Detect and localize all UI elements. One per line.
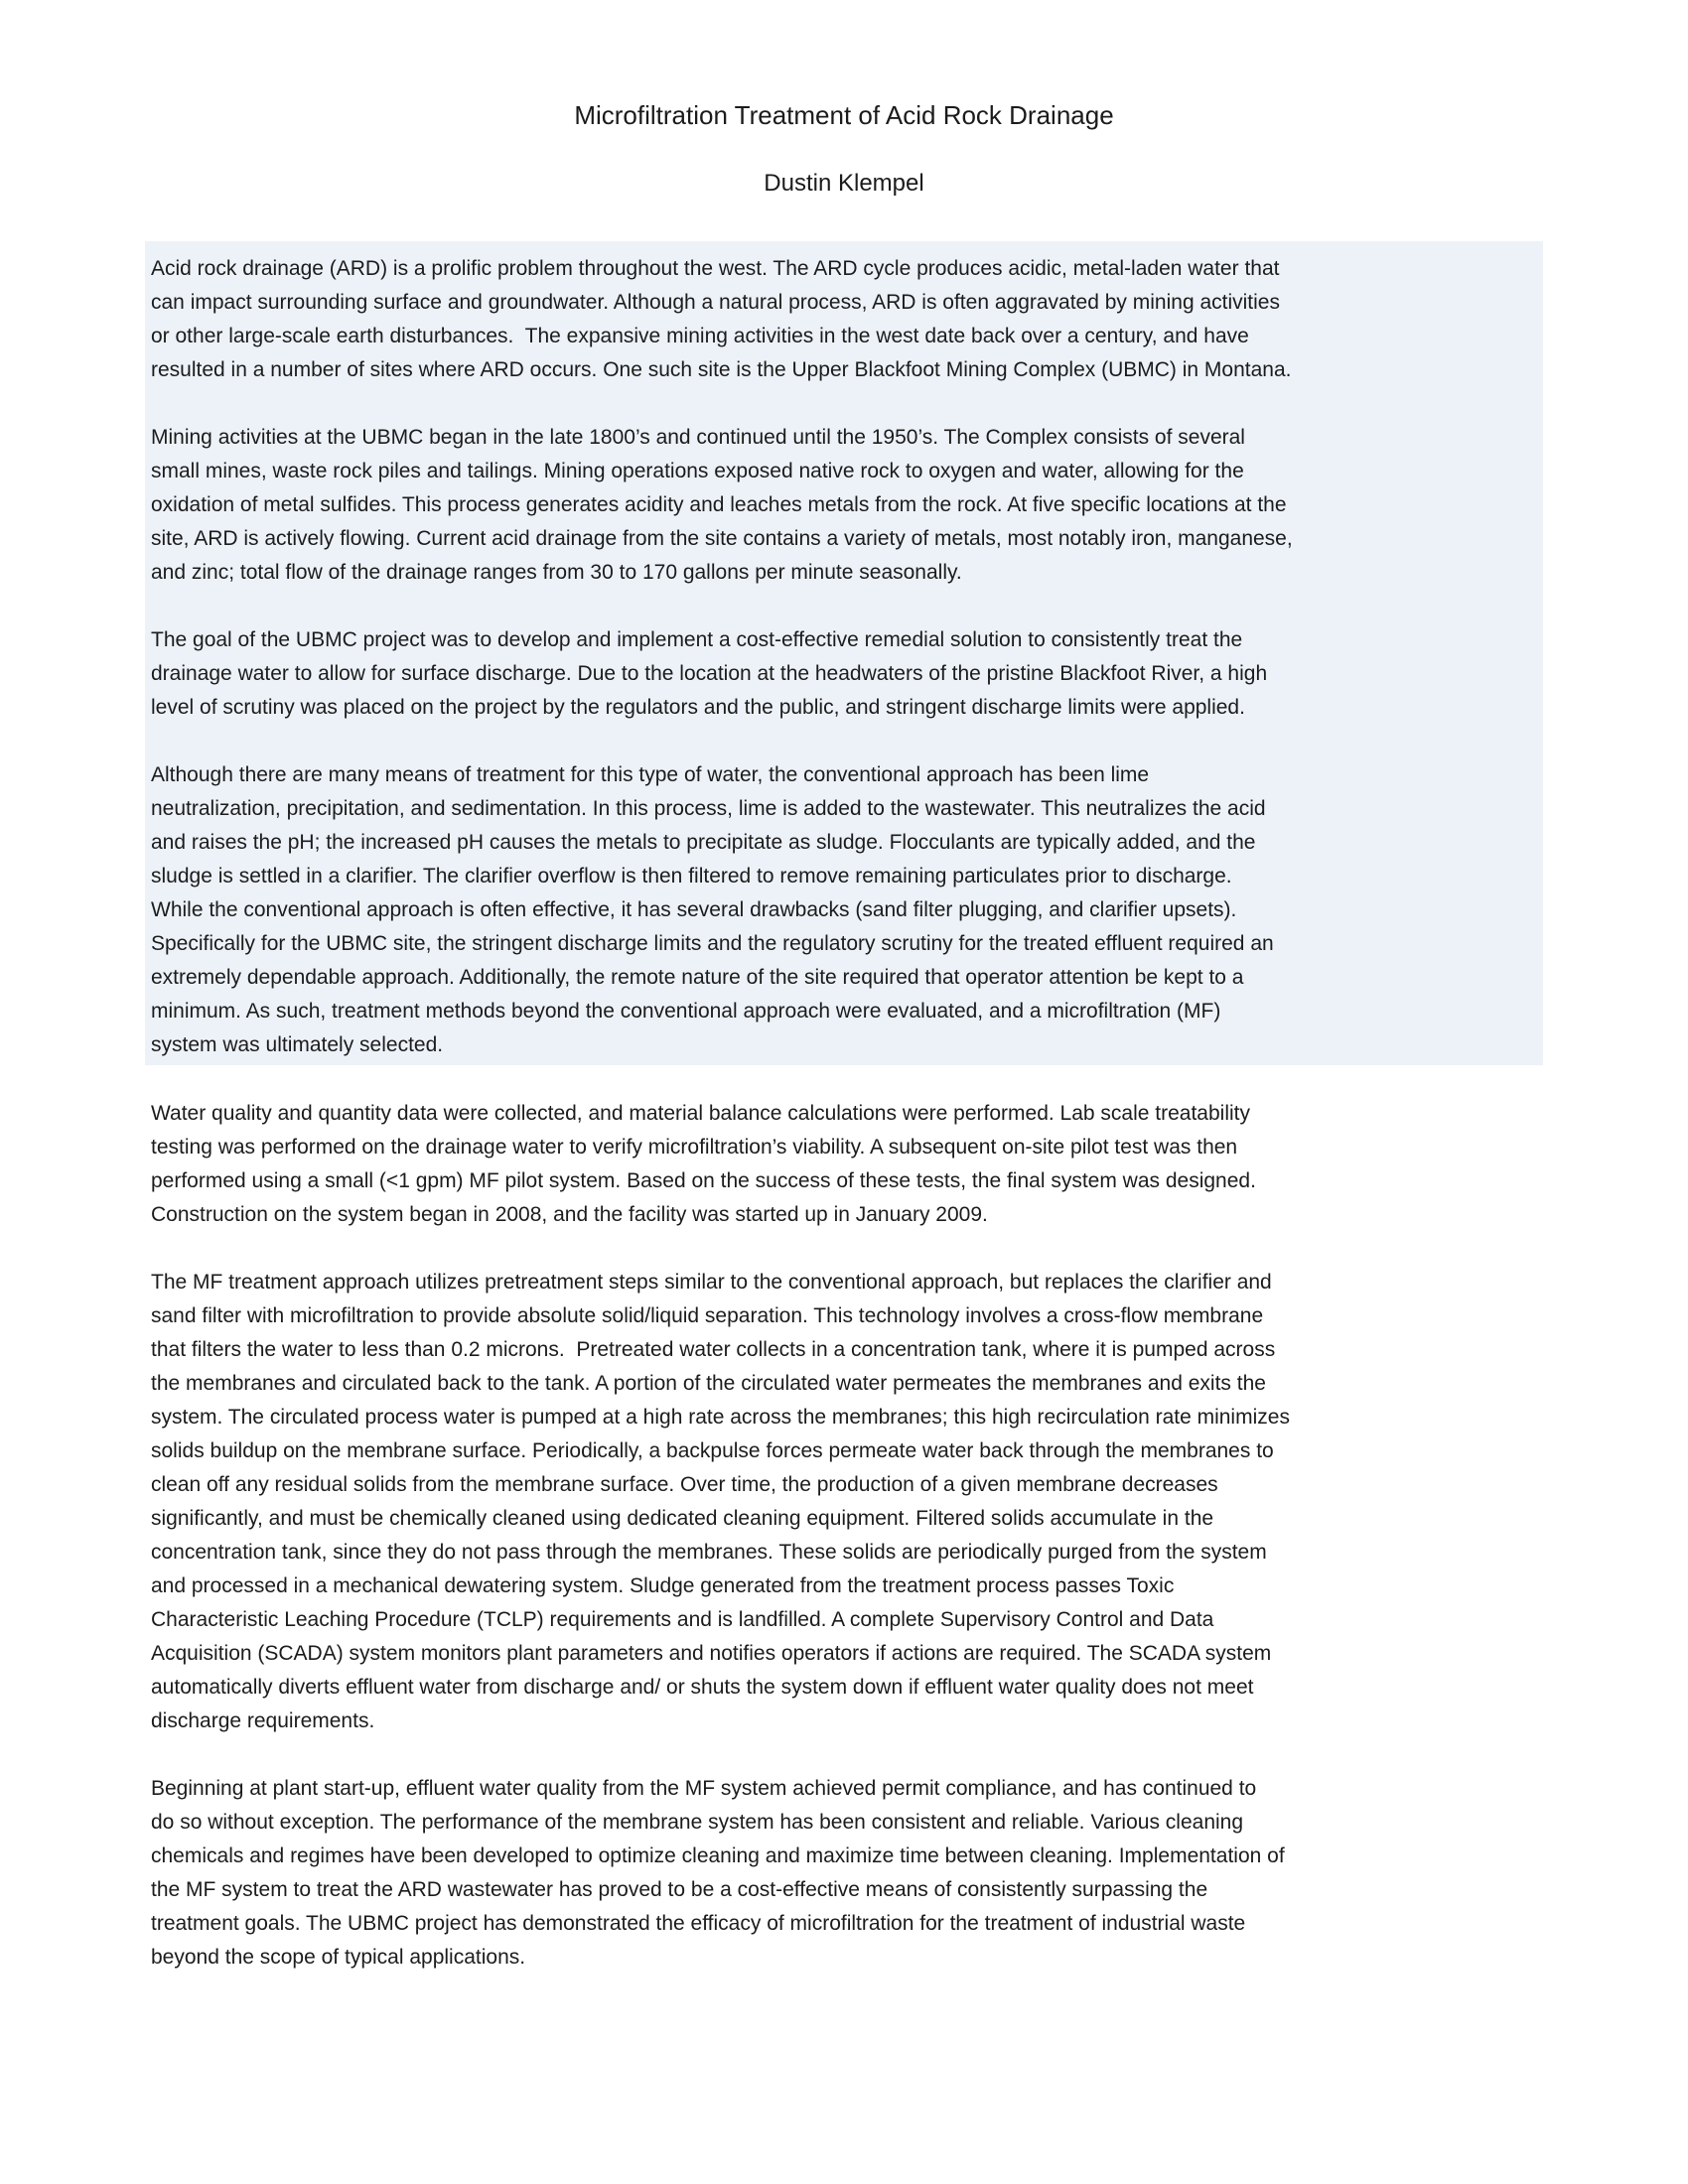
paragraph-line: the MF system to treat the ARD wastewater has proved to be a cost-effective means of consistently surpassing the (151, 1878, 1208, 1901)
paragraph-line: Construction on the system began in 2008, and the facility was started up in January 2009. (151, 1203, 988, 1226)
paragraph-line: testing was performed on the drainage water to verify microfiltration’s viability. A subsequent on-site pilot test was then (151, 1136, 1238, 1159)
paragraph-line: level of scrutiny was placed on the project by the regulators and the public, and stringent discharge limits were applied. (151, 696, 1245, 719)
document-body (145, 241, 1543, 1975)
paragraph-line: The goal of the UBMC project was to develop and implement a cost-effective remedial solution to consistently treat the (151, 628, 1243, 651)
paragraph-6 (151, 1266, 1539, 1738)
paragraph-line: performed using a small (<1 gpm) MF pilot system. Based on the success of these tests, the final system was designed. (151, 1169, 1256, 1192)
paragraph-line: Acid rock drainage (ARD) is a prolific problem throughout the west. The ARD cycle produces acidic, metal-laden water that (151, 257, 1280, 280)
paragraph-line: solids buildup on the membrane surface. Periodically, a backpulse forces permeate water back through the membranes to (151, 1439, 1274, 1462)
paragraph-line: Although there are many means of treatment for this type of water, the conventional approach has been lime (151, 763, 1150, 786)
paragraph-line: and processed in a mechanical dewatering system. Sludge generated from the treatment process passes Toxic (151, 1574, 1175, 1597)
paragraph-line: small mines, waste rock piles and tailings. Mining operations exposed native rock to oxygen and water, allowing for the (151, 460, 1244, 482)
paragraph-line: do so without exception. The performance of the membrane system has been consistent and reliable. Various cleaning (151, 1811, 1244, 1834)
paragraph-line: treatment goals. The UBMC project has demonstrated the efficacy of microfiltration for the treatment of industrial waste (151, 1912, 1246, 1935)
paragraph-line: system was ultimately selected. (151, 1033, 444, 1056)
paragraph-line: neutralization, precipitation, and sedimentation. In this process, lime is added to the wastewater. This neutralizes the acid (151, 797, 1266, 820)
paragraph-line: sand filter with microfiltration to provide absolute solid/liquid separation. This technology involves a cross-flow membrane (151, 1304, 1264, 1327)
paragraph-line: Specifically for the UBMC site, the stringent discharge limits and the regulatory scrutiny for the treated effluent required an (151, 932, 1274, 955)
paragraph-line: or other large-scale earth disturbances. The expansive mining activities in the west date back over a century, and have (151, 325, 1249, 347)
page-title: Microfiltration Treatment of Acid Rock Drainage (574, 100, 1114, 130)
paragraph-line: can impact surrounding surface and groundwater. Although a natural process, ARD is often aggravated by mining activities (151, 291, 1280, 314)
paragraph-line: automatically diverts effluent water from discharge and/ or shuts the system down if effluent water quality does not meet (151, 1676, 1254, 1699)
paragraph-line: clean off any residual solids from the membrane surface. Over time, the production of a given membrane decreases (151, 1473, 1218, 1496)
paragraph-line: minimum. As such, treatment methods beyond the conventional approach were evaluated, and a microfiltration (MF) (151, 1000, 1221, 1023)
paragraph-line: discharge requirements. (151, 1709, 375, 1732)
plain-text-block (145, 1097, 1543, 1975)
paragraph-line: resulted in a number of sites where ARD occurs. One such site is the Upper Blackfoot Mining Complex (UBMC) in Montana. (151, 358, 1292, 381)
paragraph-line: the membranes and circulated back to the tank. A portion of the circulated water permeates the membranes and exits the (151, 1372, 1266, 1395)
paragraph-line: and raises the pH; the increased pH causes the metals to precipitate as sludge. Flocculants are typically added, and the (151, 831, 1256, 854)
paragraph-line: extremely dependable approach. Additionally, the remote nature of the site required that operator attention be kept to a (151, 966, 1244, 989)
paragraph-line: concentration tank, since they do not pass through the membranes. These solids are periodically purged from the system (151, 1541, 1267, 1564)
paragraph-line: While the conventional approach is often effective, it has several drawbacks (sand filter plugging, and clarifier upsets). (151, 898, 1237, 921)
paragraph-line: Water quality and quantity data were collected, and material balance calculations were performed. Lab scale treatability (151, 1102, 1250, 1125)
paragraph-line: sludge is settled in a clarifier. The clarifier overflow is then filtered to remove remaining particulates prior to discharge. (151, 865, 1232, 887)
paragraph-line: Acquisition (SCADA) system monitors plant parameters and notifies operators if actions are required. The SCADA system (151, 1642, 1272, 1665)
paragraph-7 (151, 1772, 1539, 1975)
paragraph-3 (151, 623, 1539, 725)
paragraph-line: significantly, and must be chemically cleaned using dedicated cleaning equipment. Filtered solids accumulate in the (151, 1507, 1214, 1530)
paragraph-line: Beginning at plant start-up, effluent water quality from the MF system achieved permit compliance, and has continued to (151, 1777, 1257, 1800)
paragraph-line: and zinc; total flow of the drainage ranges from 30 to 170 gallons per minute seasonally. (151, 561, 962, 584)
paragraph-line: oxidation of metal sulfides. This process generates acidity and leaches metals from the rock. At five specific locations at the (151, 493, 1287, 516)
paragraph-line: that filters the water to less than 0.2 microns. Pretreated water collects in a concentration tank, where it is pumped across (151, 1338, 1276, 1361)
paragraph-1 (151, 252, 1539, 387)
author-name: Dustin Klempel (764, 170, 924, 197)
paragraph-5 (151, 1097, 1539, 1232)
paragraph-line: Characteristic Leaching Procedure (TCLP) requirements and is landfilled. A complete Supervisory Control and Data (151, 1608, 1214, 1631)
paragraph-line: drainage water to allow for surface discharge. Due to the location at the headwaters of the pristine Blackfoot River, a high (151, 662, 1268, 685)
paragraph-line: beyond the scope of typical applications. (151, 1946, 526, 1969)
paragraph-line: system. The circulated process water is pumped at a high rate across the membranes; this high recirculation rate minimizes (151, 1406, 1290, 1429)
highlighted-text-block (145, 241, 1543, 1065)
paragraph-2 (151, 421, 1539, 590)
paragraph-4 (151, 758, 1539, 1062)
paragraph-line: The MF treatment approach utilizes pretreatment steps similar to the conventional approach, but replaces the clarifier and (151, 1271, 1272, 1294)
paragraph-line: site, ARD is actively flowing. Current acid drainage from the site contains a variety of metals, most notably iron, manganese, (151, 527, 1293, 550)
paragraph-line: chemicals and regimes have been developed to optimize cleaning and maximize time between cleaning. Implementation of (151, 1844, 1285, 1867)
paragraph-line: Mining activities at the UBMC began in the late 1800’s and continued until the 1950’s. The Complex consists of several (151, 426, 1245, 449)
